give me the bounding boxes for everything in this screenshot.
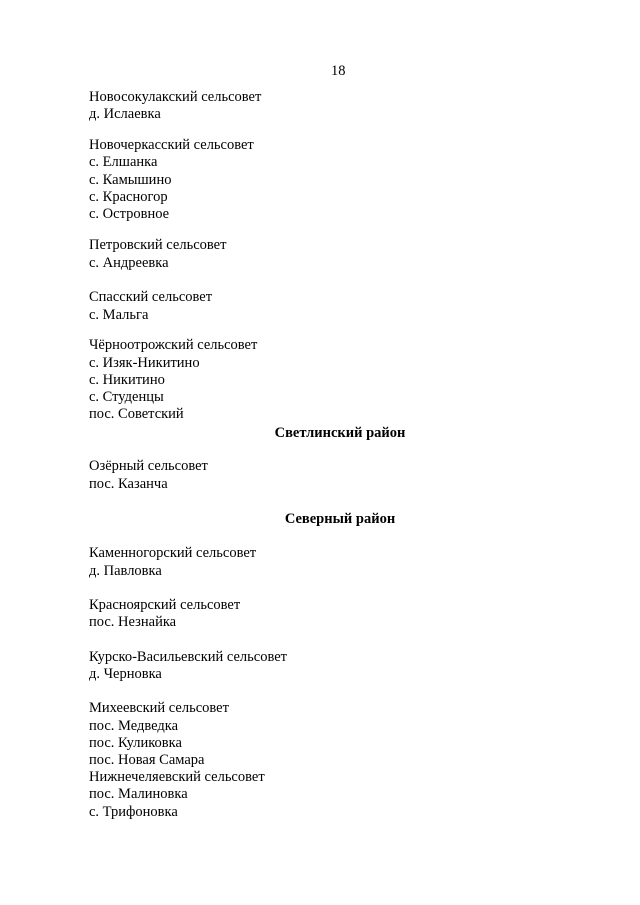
settlement-name: д. Павловка — [89, 563, 162, 579]
settlement-name: пос. Незнайка — [89, 614, 177, 630]
settlement-name: пос. Новая Самара — [89, 752, 205, 768]
selsovet-name: Каменногорский сельсовет — [89, 545, 257, 561]
settlement-name: с. Елшанка — [89, 154, 158, 170]
settlement-name: с. Камышино — [89, 172, 172, 188]
selsovet-name: Михеевский сельсовет — [89, 700, 229, 716]
selsovet-name: Новосокулакский сельсовет — [89, 89, 262, 105]
settlement-name: с. Андреевка — [89, 255, 169, 271]
settlement-name: д. Черновка — [89, 666, 162, 682]
settlement-name: пос. Малиновка — [89, 786, 188, 802]
selsovet-name: Нижнечеляевский сельсовет — [89, 769, 265, 785]
settlement-name: с. Студенцы — [89, 389, 164, 405]
settlement-name: пос. Советский — [89, 406, 184, 422]
selsovet-name: Новочеркасский сельсовет — [89, 137, 254, 153]
settlement-name: пос. Казанча — [89, 476, 168, 492]
settlement-name: с. Трифоновка — [89, 804, 178, 820]
selsovet-name: Спасский сельсовет — [89, 289, 213, 305]
district-heading: Светлинский район — [274, 425, 406, 441]
settlement-name: с. Изяк-Никитино — [89, 355, 200, 371]
selsovet-name: Курско-Васильевский сельсовет — [89, 649, 287, 665]
settlement-name: д. Ислаевка — [89, 106, 161, 122]
settlement-name: пос. Куликовка — [89, 735, 182, 751]
page-number: 18 — [331, 63, 346, 79]
selsovet-name: Красноярский сельсовет — [89, 597, 241, 613]
settlement-name: с. Никитино — [89, 372, 165, 388]
selsovet-name: Чёрноотрожский сельсовет — [89, 337, 258, 353]
selsovet-name: Петровский сельсовет — [89, 237, 227, 253]
settlement-name: с. Красногор — [89, 189, 168, 205]
district-heading: Северный район — [284, 511, 396, 527]
settlement-name: пос. Медведка — [89, 718, 179, 734]
selsovet-name: Озёрный сельсовет — [89, 458, 208, 474]
settlement-name: с. Островное — [89, 206, 170, 222]
settlement-name: с. Мальга — [89, 307, 149, 323]
